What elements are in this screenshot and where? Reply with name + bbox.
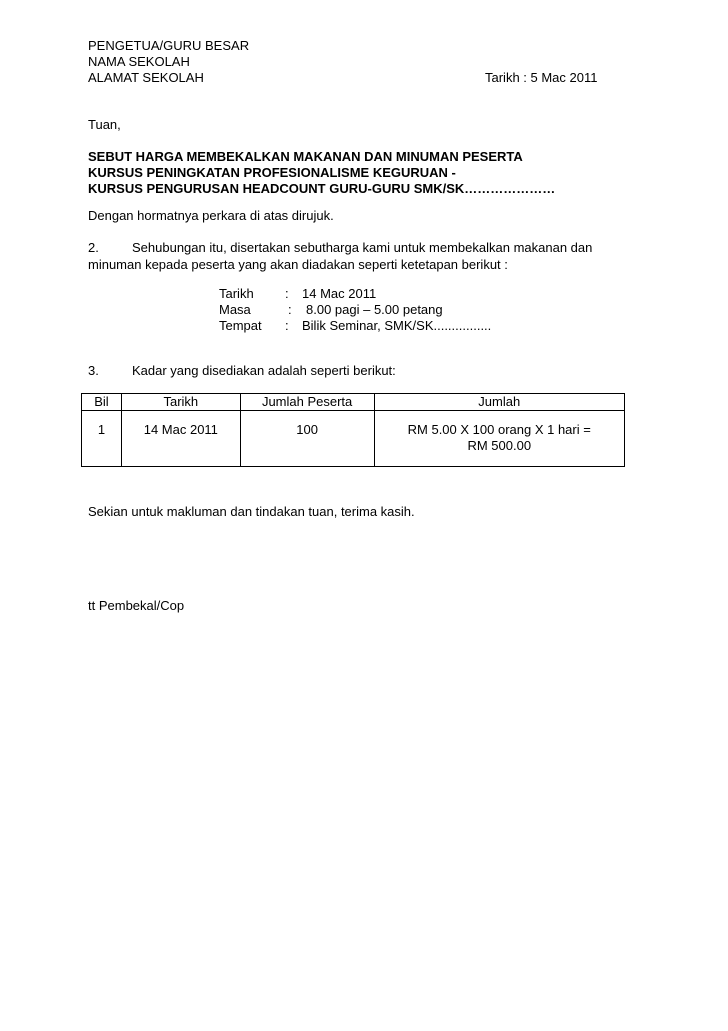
- detail-value-tarikh: 14 Mac 2011: [302, 286, 377, 301]
- signature-line: tt Pembekal/Cop: [88, 598, 185, 613]
- detail-sep-tarikh: :: [285, 286, 289, 301]
- salutation: Tuan,: [88, 117, 121, 132]
- rate-table: [81, 393, 625, 467]
- opening-sentence: Dengan hormatnya perkara di atas dirujuk.: [88, 208, 334, 223]
- cell-jumlah: [374, 411, 625, 467]
- paragraph-3-number: 3.: [88, 363, 99, 378]
- detail-label-masa: Masa: [219, 302, 251, 317]
- table-row: [82, 411, 625, 467]
- paragraph-3-text: Kadar yang disediakan adalah seperti berikut:: [132, 363, 396, 378]
- cell-peserta: 100: [240, 411, 374, 467]
- recipient-school-address: ALAMAT SEKOLAH: [88, 70, 204, 85]
- recipient-school-name: NAMA SEKOLAH: [88, 54, 190, 69]
- subject-line-2: KURSUS PENINGKATAN PROFESIONALISME KEGURUAN -: [88, 165, 456, 180]
- detail-sep-masa: :: [288, 302, 292, 317]
- header-jumlah-peserta: Jumlah Peserta: [240, 394, 374, 411]
- paragraph-2-text: Sehubungan itu, disertakan sebutharga kami untuk membekalkan makanan dan minuman kepada peserta yang akan diadakan seperti ketetapan berikut :: [88, 240, 593, 272]
- subject-line-1: SEBUT HARGA MEMBEKALKAN MAKANAN DAN MINUMAN PESERTA: [88, 149, 523, 164]
- closing-sentence: Sekian untuk makluman dan tindakan tuan, terima kasih.: [88, 504, 415, 519]
- paragraph-2: [88, 239, 616, 273]
- header-tarikh: Tarikh: [121, 394, 240, 411]
- cell-tarikh: 14 Mac 2011: [121, 411, 240, 467]
- cell-jumlah-line-1: RM 5.00 X 100 orang X 1 hari =: [407, 422, 591, 437]
- cell-jumlah-line-2: RM 500.00: [467, 438, 532, 453]
- letter-date: Tarikh : 5 Mac 2011: [485, 70, 598, 85]
- detail-label-tarikh: Tarikh: [219, 286, 254, 301]
- header-jumlah: Jumlah: [374, 394, 625, 411]
- detail-value-masa: 8.00 pagi – 5.00 petang: [306, 302, 443, 317]
- header-bil: Bil: [82, 394, 122, 411]
- paragraph-2-number: 2.: [88, 240, 99, 255]
- subject-line-3: KURSUS PENGURUSAN HEADCOUNT GURU-GURU SMK/SK…………………: [88, 181, 556, 196]
- table-header-row: [82, 394, 625, 411]
- cell-bil: 1: [82, 411, 122, 467]
- detail-sep-tempat: :: [285, 318, 289, 333]
- detail-value-tempat: Bilik Seminar, SMK/SK................: [302, 318, 492, 333]
- recipient-title: PENGETUA/GURU BESAR: [88, 38, 250, 53]
- detail-label-tempat: Tempat: [219, 318, 262, 333]
